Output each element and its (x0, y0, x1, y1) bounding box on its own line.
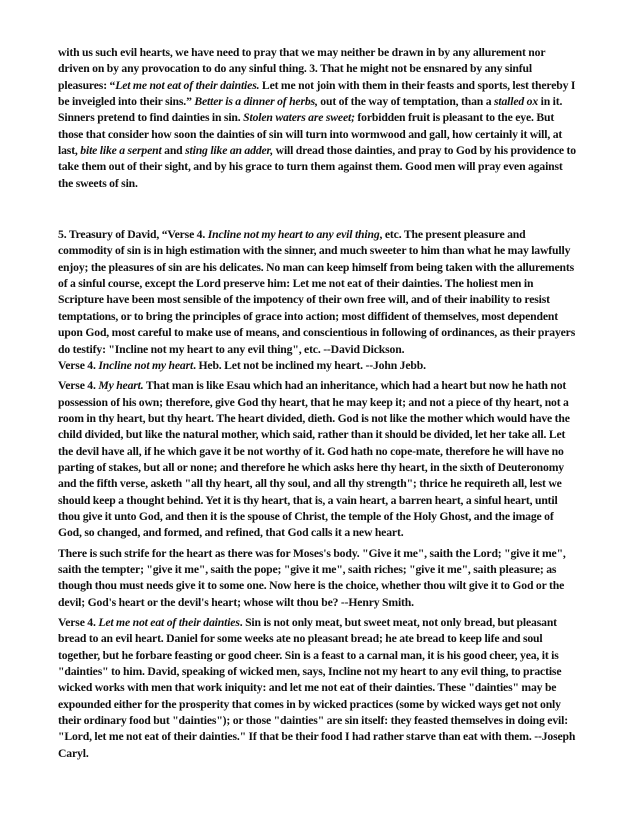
text-run: . Sin is not only meat, but sweet meat, not only bread, but pleasant bread to an evil heart. Daniel for some weeks ate no pleasant bread; he ate bread to keep life and soul together, but he forbare feasting or good cheer. Sin is a feast to a carnal man, it is his good cheer, yea, it is "dainties" to him. David, speaking of wicked men, says, Incline not my heart to any evil thing, to practise wicked works with men that work iniquity: and let me not eat of their dainties. These "dainties" may be expounded either for the prosperity that comes in by wicked practices (some by wicked ways get not only their ordinary food but "dainties"); or those "dainties" are sin itself: they feasted themselves in doing evil: "Lord, let me not eat of their dainties." If that be their food I had rather starve than eat with them. --Joseph Caryl. (58, 616, 576, 760)
paragraph-my-heart (58, 378, 578, 541)
document-page (58, 45, 578, 762)
italic-text-run: Let me not eat of their dainties (98, 616, 240, 629)
text-run: That man is like Esau which had an inheritance, which had a heart but now he hath not possession of his own; therefore, give God thy heart, that he may keep it; and not a piece of thy heart, not a room in thy heart, but thy heart. The heart divided, dieth. God is not like the mother which would have the child divided, but like the natural mother, which said, rather than it should be divided, let her take all. Let the devil have all, if he which gave it be not worthy of it. God hath no cope-mate, therefore he will have no parting of stakes, but all or none; and therefore he which asks here thy heart, in the sixth of Deuteronomy and the fifth verse, asketh "all thy heart, all thy soul, and all thy strength"; thrice he requireth all, lest we should keep a thought behind. Yet it is thy heart, that is, a vain heart, a barren heart, a sinful heart, until thou give it unto God, and then it is the spouse of Christ, the temple of the Holy Ghost, and the image of God, so changed, and formed, and refined, that God calls it a new heart. (58, 379, 570, 540)
text-run: 5. Treasury of David, “Verse 4. (58, 228, 208, 242)
italic-text-run: Stolen waters are sweet; (243, 111, 355, 125)
text-run: , etc. The present pleasure and commodity of sin is in high estimation with the sinner, and much sweeter to him than what he may lawfully enjoy; the pleasures of sin are his delicates. No man can keep himself from being taken with the allurements of a sinful course, except the Lord preserve him: Let me not eat of their dainties. The holiest men in Scripture have been most sensible of the impotency of their own free will, and of their inability to resist temptations, or to bring the principles of grace into action; most diffident of themselves, most dependent upon God, most careful to make use of means, and conscientious in following of ordinances, as their prayers do testify: "Incline not my heart to any evil thing", etc. --David Dickson. (58, 228, 576, 356)
italic-text-run: sting like an adder, (185, 144, 274, 158)
italic-text-run: Better is a dinner of herbs, (194, 95, 318, 109)
italic-text-run: stalled ox (493, 95, 539, 109)
italic-text-run: Incline not my heart to any evil thing (207, 228, 380, 242)
text-run: will dread those dainties, and pray to God by his providence to take them out of their sight, and by his grace to turn them against them. Good men will pray even against the sweets of sin. (58, 144, 576, 190)
italic-text-run: bite like a serpent (80, 144, 162, 158)
text-run: Verse 4. (58, 358, 99, 372)
paragraph-dainties-caryl (58, 615, 578, 762)
paragraph-strife-for-heart (58, 546, 578, 611)
text-run: Verse 4. (58, 379, 99, 393)
paragraph-jebb (58, 358, 578, 374)
italic-text-run: Incline not my heart (98, 358, 194, 372)
text-run: out of the way of temptation, than a (317, 95, 494, 109)
text-run: and (161, 144, 186, 158)
text-run: There is such strife for the heart as there was for Moses's body. "Give it me", saith the Lord; "give it me", saith the tempter; "give it me", saith the pope; "give it me", saith riches; "give it me", saith pleasure; as though thou must needs give it to some one. Now here is the choice, whether thou wilt give it to God or the devil; God's heart or the devil's heart; whose wilt thou be? --Henry Smith. (58, 546, 566, 609)
text-run: Let me not join with them in their feasts and sports, lest thereby I be inveigled into their sins.” (58, 78, 576, 109)
text-run: . Heb. Let not be inclined my heart. --John Jebb. (193, 358, 426, 372)
paragraph-henry-continuation (58, 45, 578, 192)
italic-text-run: Let me not eat of their dainties. (115, 78, 260, 92)
text-run: forbidden fruit is pleasant to the eye. But those that consider how soon the dainties of sin will turn into wormwood and gall, how certainly it will, at last, (58, 111, 563, 158)
italic-text-run: My heart. (98, 379, 144, 393)
text-run: in it. Sinners pretend to find dainties in sin. (58, 95, 563, 125)
text-run: Verse 4. (58, 616, 99, 629)
text-run: with us such evil hearts, we have need to pray that we may neither be drawn in by any allurement nor driven on by any provocation to do any sinful thing. 3. That he might not be ensnared by any sinful pleasures: “ (58, 46, 546, 92)
paragraph-treasury-dickson (58, 227, 578, 358)
